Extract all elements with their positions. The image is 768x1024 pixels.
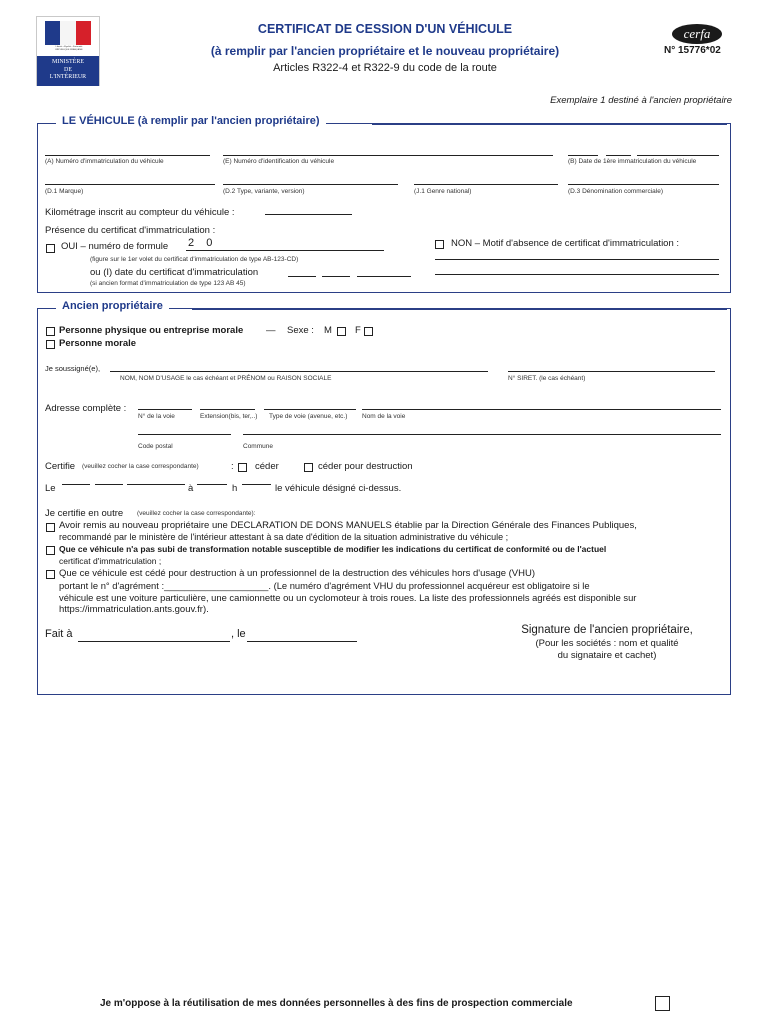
item3-line4: https://immatriculation.ants.gouv.fr).: [59, 604, 209, 615]
logo-motto: Liberté • Égalité • Fraternité: [55, 46, 83, 48]
siret-line[interactable]: [508, 371, 715, 372]
logo-text-1: MINISTÈRE: [52, 59, 84, 65]
oui-note: (figure sur le 1er volet du certificat d'immatriculation de type AB-123-CD): [90, 256, 299, 263]
commune-line[interactable]: [243, 434, 721, 435]
le-year-line[interactable]: [127, 484, 185, 485]
heure-line[interactable]: [197, 484, 227, 485]
le-label: Le: [45, 483, 56, 494]
non-motif-line-1[interactable]: [435, 259, 719, 260]
extension-line[interactable]: [200, 409, 255, 410]
km-label: Kilométrage inscrit au compteur du véhicule :: [45, 207, 235, 218]
code-postal-label: Code postal: [138, 443, 173, 450]
logo-republique: RÉPUBLIQUE FRANÇAISE: [55, 49, 83, 51]
owner-dash: —: [266, 325, 276, 336]
extension-label: Extension(bis, ter,..): [200, 413, 258, 420]
num-voie-label: N° de la voie: [138, 413, 175, 420]
personne-physique-label: Personne physique ou entreprise morale: [59, 325, 244, 336]
a-label: (A) Numéro d'immatriculation du véhicule: [45, 158, 164, 165]
presence-label: Présence du certificat d'immatriculation :: [45, 225, 216, 236]
oui-checkbox[interactable]: [46, 244, 55, 253]
d2-label: (D.2 Type, variante, version): [223, 188, 305, 195]
item2-checkbox[interactable]: [46, 546, 55, 555]
j1-label: (J.1 Genre national): [414, 188, 472, 195]
vehicle-title-bar: [372, 123, 727, 125]
d3-label: (D.3 Dénomination commerciale): [568, 188, 664, 195]
item1-checkbox[interactable]: [46, 523, 55, 532]
sexe-m-checkbox[interactable]: [337, 327, 346, 336]
owner-section-title: Ancien propriétaire: [56, 300, 169, 312]
marianne-flag-icon: [45, 21, 91, 45]
logo-text-2: DE: [64, 66, 72, 73]
b-label: (B) Date de 1ère immatriculation du véhicule: [568, 158, 697, 165]
certifie-label: Certifie: [45, 461, 76, 472]
cerfa-text: cerfa: [683, 26, 711, 41]
date-year-line[interactable]: [357, 276, 411, 277]
field-j1-line[interactable]: [414, 184, 558, 185]
field-b-day-line[interactable]: [568, 155, 598, 156]
date-note: (si ancien format d'immatriculation de type 123 AB 45): [90, 280, 246, 287]
item3-checkbox[interactable]: [46, 570, 55, 579]
exemplaire-note: Exemplaire 1 destiné à l'ancien propriétaire: [550, 95, 732, 106]
item2-line1: Que ce véhicule n'a pas subi de transformation notable susceptible de modifier les indications du certificat de conformité ou de l'actuel: [59, 544, 607, 554]
field-d3-line[interactable]: [568, 184, 719, 185]
item2-line2: certificat d'immatriculation ;: [59, 556, 162, 566]
item1-line2: recommandé par le ministère de l'intérieur attestant à sa date d'édition de la situation administrative du véhicule ;: [59, 532, 509, 542]
nom-line[interactable]: [110, 371, 488, 372]
adresse-label: Adresse complète :: [45, 403, 127, 414]
item3-line1: Que ce véhicule est cédé pour destruction à un professionnel de la destruction des véhicules hors d'usage (VHU): [59, 568, 536, 579]
signature-note-2: du signataire et cachet): [557, 650, 657, 661]
sexe-f-label: F: [355, 325, 361, 336]
nom-voie-line[interactable]: [362, 409, 721, 410]
signature-label: Signature de l'ancien propriétaire,: [521, 624, 693, 636]
certifie-outre-label: Je certifie en outre: [45, 508, 124, 519]
nom-label: NOM, NOM D'USAGE le cas échéant et PRÉNOM ou RAISON SOCIALE: [120, 375, 332, 382]
owner-title-bar: [192, 308, 727, 310]
non-label: NON – Motif d'absence de certificat d'immatriculation :: [451, 238, 680, 249]
date-label: ou (I) date du certificat d'immatriculation: [90, 267, 259, 278]
sexe-m-label: M: [324, 325, 332, 336]
non-checkbox[interactable]: [435, 240, 444, 249]
cerfa-logo: [672, 24, 722, 44]
siret-label: N° SIRET. (le cas échéant): [508, 375, 586, 382]
field-b-month-line[interactable]: [606, 155, 631, 156]
form-title: CERTIFICAT DE CESSION D'UN VÉHICULE: [257, 22, 513, 36]
field-b-year-line[interactable]: [637, 155, 719, 156]
type-voie-line[interactable]: [264, 409, 356, 410]
code-postal-line[interactable]: [138, 434, 231, 435]
num-voie-line[interactable]: [138, 409, 192, 410]
item3-line2: portant le n° d'agrément :____________________. (Le numéro d'agrément VHU du professionnel acquéreur est obligatoire si le: [59, 580, 590, 591]
ceder-checkbox[interactable]: [238, 463, 247, 472]
nom-voie-label: Nom de la voie: [362, 413, 406, 420]
sexe-f-checkbox[interactable]: [364, 327, 373, 336]
signature-note-1: (Pour les sociétés : nom et qualité: [535, 638, 679, 649]
sexe-label: Sexe :: [287, 325, 314, 336]
commune-label: Commune: [243, 443, 273, 450]
le-date-label: , le: [231, 628, 246, 640]
ceder-destruction-label: céder pour destruction: [318, 461, 413, 472]
date-day-line[interactable]: [288, 276, 316, 277]
d1-label: (D.1 Marque): [45, 188, 84, 195]
date-month-line[interactable]: [322, 276, 350, 277]
non-motif-line-2[interactable]: [435, 274, 719, 275]
field-d1-line[interactable]: [45, 184, 215, 185]
km-input-line[interactable]: [265, 214, 352, 215]
field-a-line[interactable]: [45, 155, 210, 156]
ceder-label: céder: [255, 461, 279, 472]
h-label: h: [232, 483, 238, 494]
oui-label: OUI – numéro de formule: [61, 241, 169, 252]
personne-physique-checkbox[interactable]: [46, 327, 55, 336]
form-articles: Articles R322-4 et R322-9 du code de la route: [273, 62, 497, 74]
ministry-logo: [36, 16, 100, 86]
le-day-line[interactable]: [62, 484, 90, 485]
vehicle-section-title: LE VÉHICULE (à remplir par l'ancien propriétaire): [56, 115, 326, 127]
fait-line[interactable]: [78, 641, 230, 642]
owner-section: [37, 308, 731, 695]
cerfa-number: N° 15776*02: [664, 45, 721, 56]
type-voie-label: Type de voie (avenue, etc.): [269, 413, 348, 420]
personne-morale-label: Personne morale: [59, 338, 137, 349]
form-subtitle: (à remplir par l'ancien propriétaire et le nouveau propriétaire): [210, 44, 560, 58]
fait-label: Fait à: [45, 628, 73, 640]
a-heure-label: à: [188, 483, 194, 494]
field-d2-line[interactable]: [223, 184, 398, 185]
item3-line3: véhicule est une voiture particulière, une camionnette ou un cyclomoteur à trois roues. La liste des professionnels agréés est disponible sur: [59, 592, 637, 603]
e-label: (E) Numéro d'identification du véhicule: [223, 158, 335, 165]
soussigne-label: Je soussigné(e),: [45, 364, 101, 373]
oppose-label: Je m'oppose à la réutilisation de mes données personnelles à des fins de prospection commerciale: [100, 998, 573, 1009]
le-month-line[interactable]: [95, 484, 123, 485]
field-e-line[interactable]: [223, 155, 553, 156]
logo-text-3: L'INTÉRIEUR: [49, 74, 87, 80]
certifie-colon: :: [231, 461, 234, 472]
designe-label: le véhicule désigné ci-dessus.: [275, 483, 402, 494]
certifie-outre-note: (veuillez cocher la case correspondante):: [137, 510, 256, 517]
item1-line1: Avoir remis au nouveau propriétaire une DECLARATION DE DONS MANUELS établie par la Direction Générale des Finances Publiques,: [59, 520, 637, 531]
minute-line[interactable]: [242, 484, 271, 485]
formule-value[interactable]: 2 0: [188, 237, 215, 249]
fait-date-line[interactable]: [247, 641, 357, 642]
oppose-checkbox[interactable]: [655, 996, 670, 1011]
ceder-destruction-checkbox[interactable]: [304, 463, 313, 472]
formule-line[interactable]: [186, 250, 384, 251]
certifie-note: (veuillez cocher la case correspondante): [82, 463, 199, 470]
personne-morale-checkbox[interactable]: [46, 340, 55, 349]
